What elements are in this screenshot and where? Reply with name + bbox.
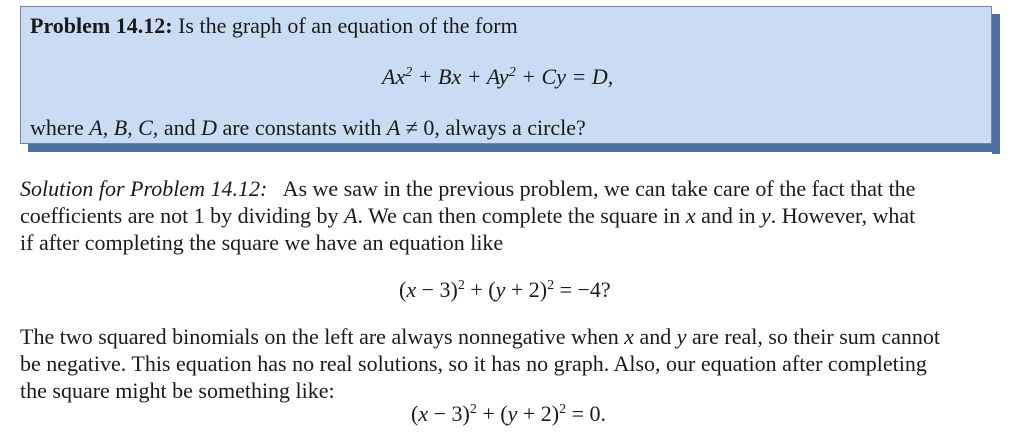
eq-term: − 3) bbox=[428, 401, 470, 426]
eq-term: + Cy = D, bbox=[515, 64, 614, 89]
equation-zero bbox=[411, 400, 606, 428]
eq-term: − 3) bbox=[416, 277, 458, 302]
eq-term: + Bx + Ay bbox=[412, 64, 509, 89]
solution-line-2 bbox=[20, 202, 915, 230]
problem-box-shadow-right bbox=[992, 14, 1000, 154]
text-run: are real, so their sum cannot bbox=[686, 324, 941, 349]
solution-line-1 bbox=[20, 175, 915, 203]
text-run: . However, what bbox=[770, 203, 916, 228]
paragraph-line-3: the square might be something like: bbox=[20, 378, 335, 403]
math-var: y bbox=[676, 324, 687, 349]
solution-line-3: if after completing the square we have an equation like bbox=[20, 230, 504, 255]
math-var: y bbox=[760, 203, 771, 228]
text-run: As we saw in the previous problem, we can take care of the fact that the bbox=[267, 176, 916, 201]
problem-conditions bbox=[30, 114, 586, 142]
math-var: A bbox=[386, 115, 401, 140]
eq-exponent: 2 bbox=[547, 278, 555, 293]
math-var: y bbox=[507, 401, 518, 426]
math-var: y bbox=[495, 277, 506, 302]
problem-label: Problem 14.12: bbox=[30, 13, 173, 38]
problem-statement bbox=[30, 12, 518, 40]
equation-negative bbox=[399, 276, 611, 304]
text-run: where bbox=[30, 115, 90, 140]
math-var: D bbox=[201, 115, 217, 140]
text-run: and in bbox=[695, 203, 761, 228]
eq-exponent: 2 bbox=[559, 402, 567, 417]
eq-exponent: 2 bbox=[405, 65, 413, 80]
math-var: A, B, C, bbox=[89, 115, 159, 140]
eq-exponent: 2 bbox=[457, 278, 465, 293]
eq-term: = −4? bbox=[554, 277, 611, 302]
problem-question: Is the graph of an equation of the form bbox=[172, 13, 518, 38]
eq-term: + ( bbox=[464, 277, 496, 302]
text-run: and bbox=[633, 324, 677, 349]
eq-term: + 2) bbox=[505, 277, 548, 302]
text-run: are constants with bbox=[216, 115, 387, 140]
eq-term: ( bbox=[399, 277, 407, 302]
math-var: x bbox=[624, 324, 634, 349]
problem-equation bbox=[382, 63, 613, 91]
text-run: ≠ 0, always a circle? bbox=[400, 115, 586, 140]
eq-term: = 0. bbox=[566, 401, 606, 426]
eq-term: + 2) bbox=[517, 401, 560, 426]
text-run: coefficients are not 1 by dividing by bbox=[20, 203, 345, 228]
problem-box-shadow-bottom bbox=[28, 144, 1000, 152]
math-var: x bbox=[406, 277, 417, 302]
eq-exponent: 2 bbox=[508, 65, 516, 80]
eq-term: Ax bbox=[382, 64, 406, 89]
eq-term: + ( bbox=[476, 401, 508, 426]
text-run: . We can then complete the square in bbox=[357, 203, 686, 228]
text-run: and bbox=[158, 115, 202, 140]
eq-term: ( bbox=[411, 401, 419, 426]
math-var: x bbox=[685, 203, 696, 228]
solution-heading: Solution for Problem 14.12: bbox=[20, 176, 268, 201]
math-var: x bbox=[418, 401, 429, 426]
paragraph-line-2: be negative. This equation has no real solutions, so it has no graph. Also, our equation after completing bbox=[20, 351, 927, 376]
eq-exponent: 2 bbox=[469, 402, 477, 417]
paragraph-line-1 bbox=[20, 323, 940, 351]
math-var: A bbox=[344, 203, 358, 228]
text-run: The two squared binomials on the left are always nonnegative when bbox=[20, 324, 625, 349]
